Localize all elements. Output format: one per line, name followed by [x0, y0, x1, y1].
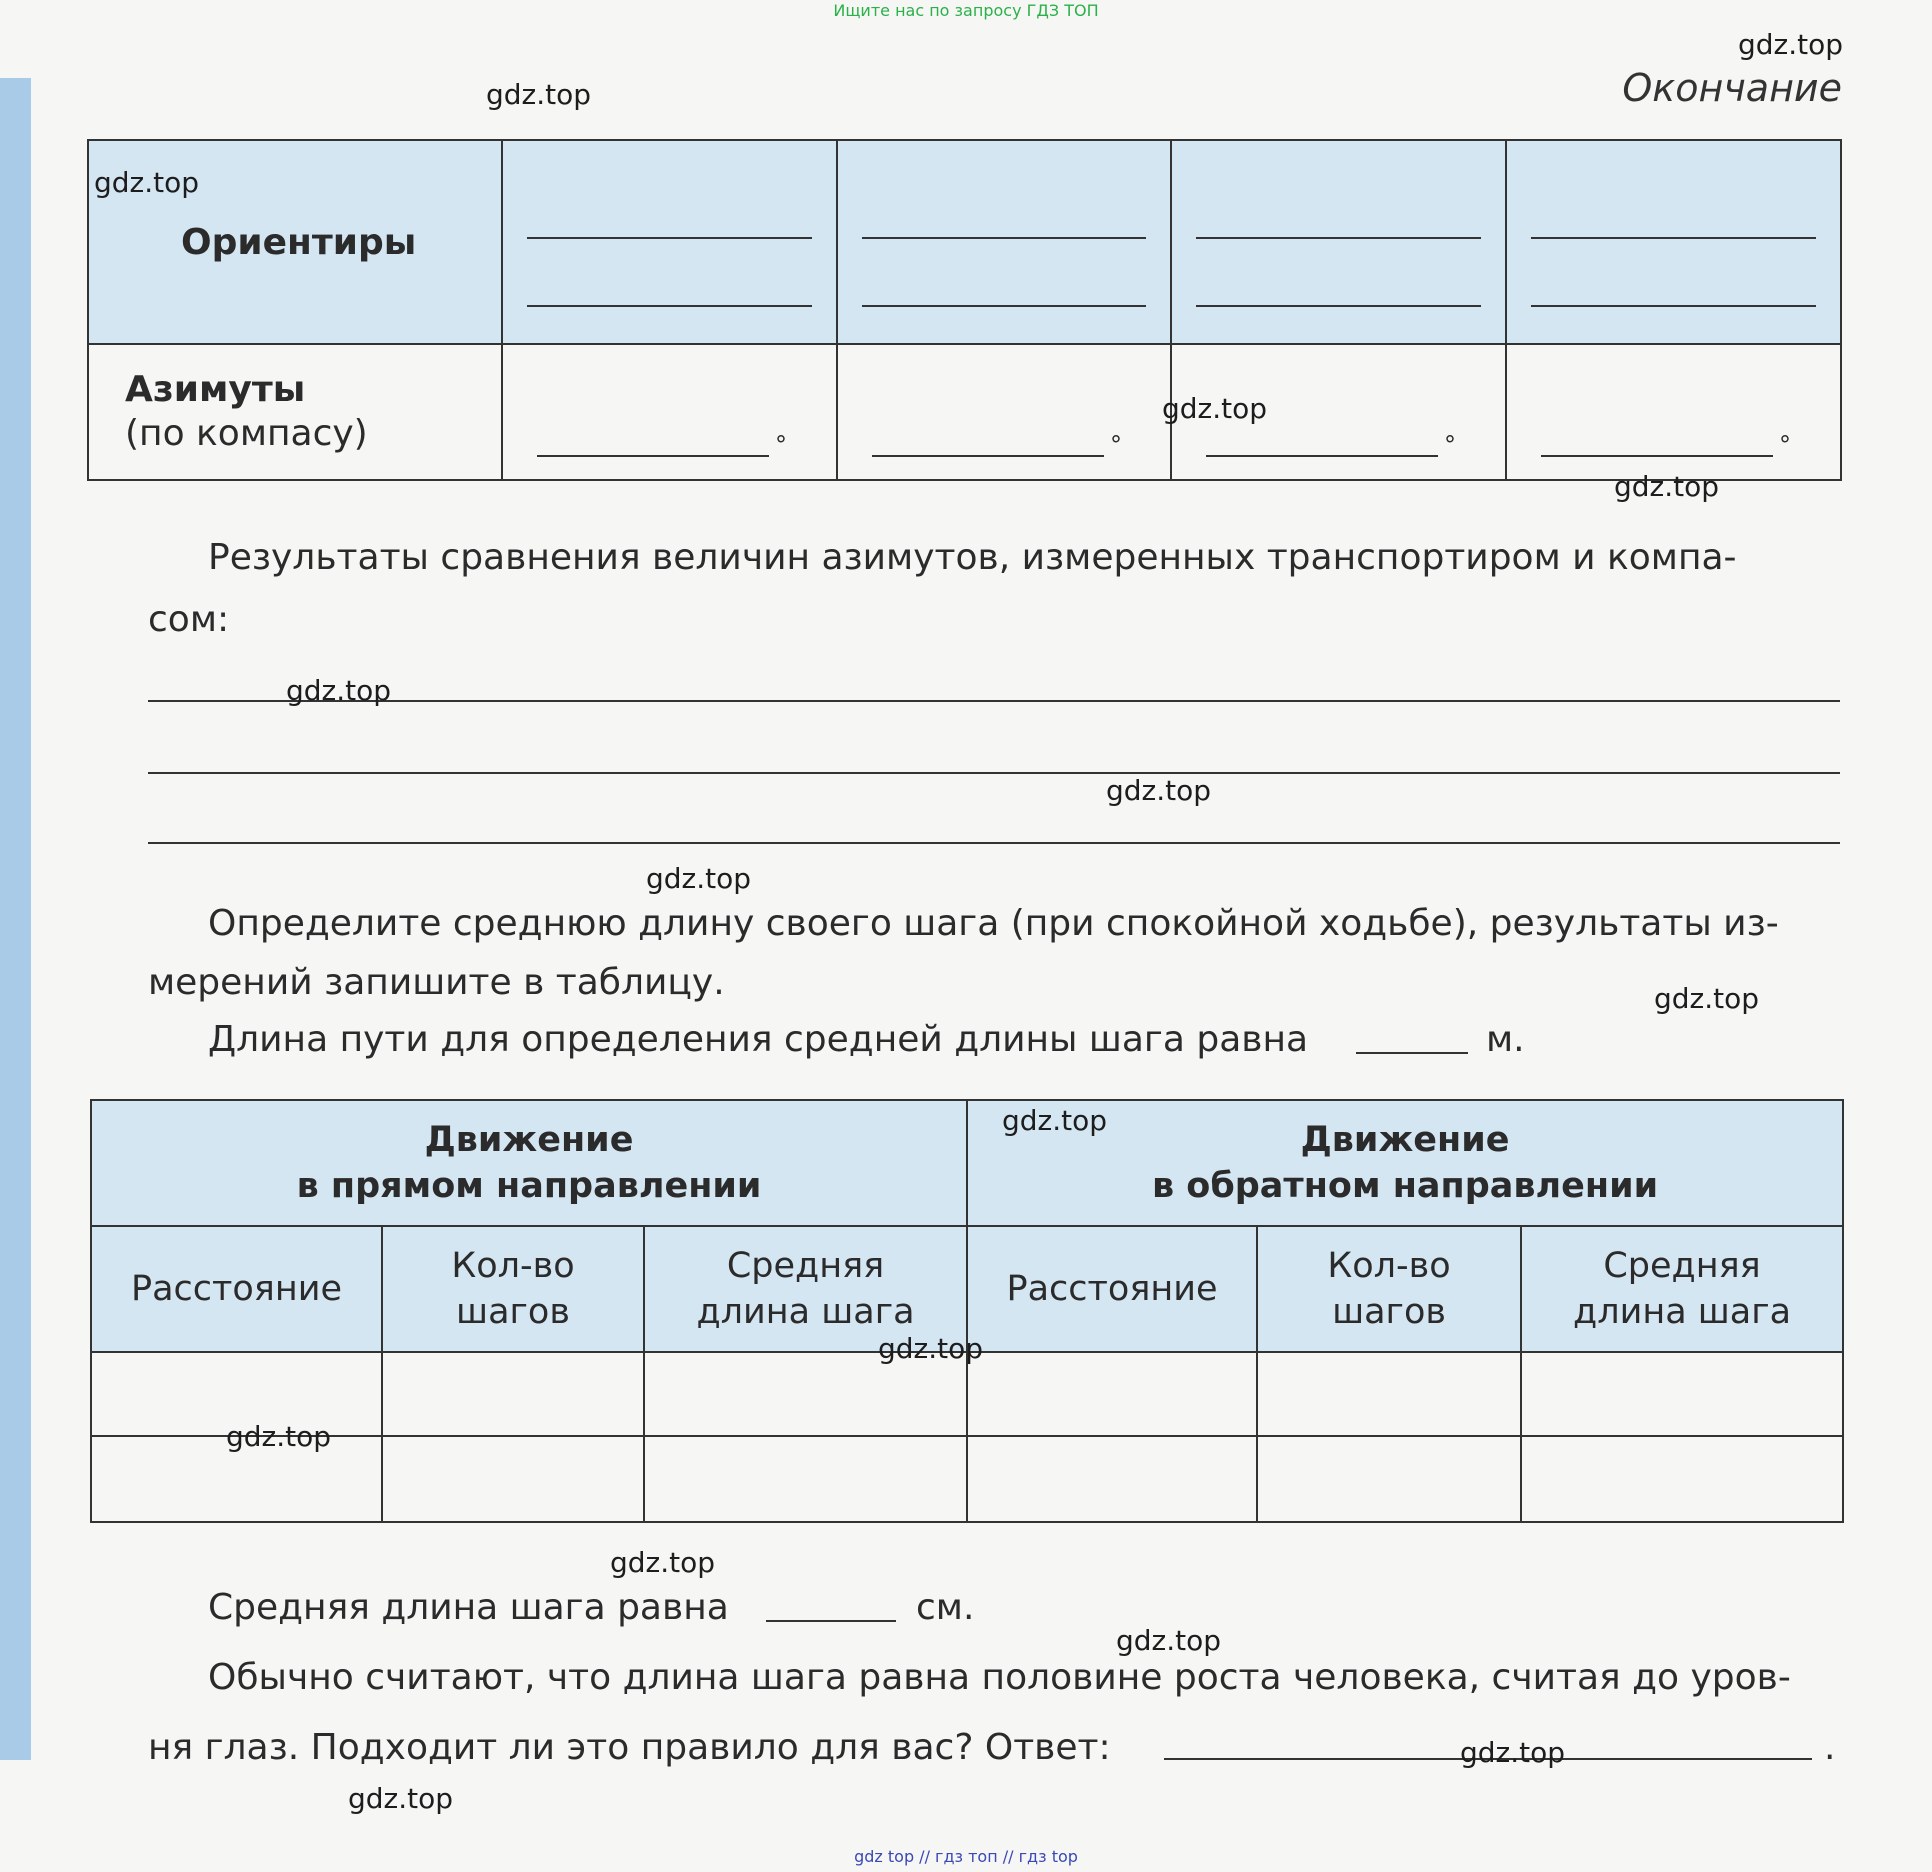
- col-avg-step: Средняя длина шага: [1521, 1226, 1843, 1352]
- table-cell[interactable]: [644, 1436, 967, 1522]
- forward-group-header: [91, 1100, 967, 1226]
- watermark: gdz.top: [348, 1782, 454, 1815]
- table-cell[interactable]: [967, 1436, 1257, 1522]
- back-title: Движение: [1300, 1120, 1510, 1160]
- degree-sign: °: [1779, 431, 1791, 459]
- azimuth-cell[interactable]: [502, 344, 837, 480]
- col-steps: Кол-во шагов: [382, 1226, 644, 1352]
- landmarks-row: [88, 140, 1841, 344]
- col-steps: Кол-во шагов: [1257, 1226, 1521, 1352]
- watermark: gdz.top: [646, 862, 752, 895]
- table-row: [91, 1436, 1843, 1522]
- landmark-cell[interactable]: [837, 140, 1171, 344]
- avg-step-unit: см.: [916, 1587, 975, 1628]
- azimuth-title: Азимуты: [125, 369, 306, 410]
- azimuth-label: [88, 344, 502, 480]
- orientation-table: [87, 139, 1842, 481]
- step-text-line1: Определите среднюю длину своего шага (при спокойной ходьбе), результаты из-: [208, 903, 1779, 944]
- path-length-blank[interactable]: [1356, 1052, 1468, 1054]
- top-banner: Ищите нас по запросу ГДЗ ТОП: [833, 1, 1099, 20]
- azimuth-subtitle: (по компасу): [125, 413, 368, 454]
- watermark: gdz.top: [286, 674, 392, 707]
- answer-line[interactable]: [148, 842, 1840, 844]
- table-cell[interactable]: [382, 1436, 644, 1522]
- path-length-prefix: Длина пути для определения средней длины шага равна: [208, 1019, 1309, 1060]
- table-cell[interactable]: [382, 1352, 644, 1436]
- watermark: gdz.top: [1738, 28, 1844, 61]
- table-cell[interactable]: [1521, 1436, 1843, 1522]
- compare-text-line2: сом:: [148, 599, 230, 640]
- watermark: gdz.top: [1614, 470, 1720, 503]
- compare-text-line1: Результаты сравнения величин азимутов, измеренных транспортиром и компа-: [208, 537, 1737, 578]
- degree-sign: °: [775, 431, 787, 459]
- landmark-cell[interactable]: [502, 140, 837, 344]
- watermark: gdz.top: [1654, 982, 1760, 1015]
- step-text-line2: мерений запишите в таблицу.: [148, 962, 725, 1003]
- table-cell[interactable]: [1257, 1436, 1521, 1522]
- watermark: gdz.top: [610, 1546, 716, 1579]
- degree-sign: °: [1444, 431, 1456, 459]
- answer-line[interactable]: [148, 700, 1840, 702]
- watermark: gdz.top: [1106, 774, 1212, 807]
- watermark: gdz.top: [226, 1420, 332, 1453]
- step-length-table: [90, 1099, 1844, 1523]
- landmarks-label: Ориентиры: [88, 140, 502, 344]
- col-distance: Расстояние: [91, 1226, 382, 1352]
- table-cell[interactable]: [1257, 1352, 1521, 1436]
- azimuth-row: [88, 344, 1841, 480]
- forward-title: Движение: [424, 1120, 634, 1160]
- avg-step-prefix: Средняя длина шага равна: [208, 1587, 729, 1628]
- degree-sign: °: [1110, 431, 1122, 459]
- azimuth-cell[interactable]: [1506, 344, 1841, 480]
- rule-text-line1: Обычно считают, что длина шага равна половине роста человека, считая до уров-: [208, 1657, 1791, 1698]
- table-cell[interactable]: [1521, 1352, 1843, 1436]
- path-length-unit: м.: [1486, 1019, 1525, 1060]
- answer-line[interactable]: [148, 772, 1840, 774]
- bottom-banner: gdz top // гдз топ // гдз top: [854, 1847, 1078, 1866]
- landmark-cell[interactable]: [1171, 140, 1506, 344]
- forward-subtitle: в прямом направлении: [296, 1166, 762, 1206]
- watermark: gdz.top: [1460, 1736, 1566, 1769]
- watermark: gdz.top: [486, 78, 592, 111]
- page-heading: Окончание: [1622, 66, 1842, 110]
- col-distance: Расстояние: [967, 1226, 1257, 1352]
- watermark: gdz.top: [1002, 1104, 1108, 1137]
- watermark: gdz.top: [1162, 392, 1268, 425]
- watermark: gdz.top: [1116, 1624, 1222, 1657]
- avg-step-blank[interactable]: [766, 1620, 896, 1622]
- azimuth-cell[interactable]: [837, 344, 1171, 480]
- watermark: gdz.top: [878, 1332, 984, 1365]
- final-period: .: [1824, 1727, 1836, 1768]
- group-header-row: [91, 1100, 1843, 1226]
- rule-text-line2: ня глаз. Подходит ли это правило для вас? Ответ:: [148, 1727, 1111, 1768]
- table-cell[interactable]: [967, 1352, 1257, 1436]
- page-accent-bar: [0, 78, 31, 1760]
- col-avg-step: Средняя длина шага: [644, 1226, 967, 1352]
- watermark: gdz.top: [94, 166, 200, 199]
- landmark-cell[interactable]: [1506, 140, 1841, 344]
- back-subtitle: в обратном направлении: [1151, 1166, 1659, 1206]
